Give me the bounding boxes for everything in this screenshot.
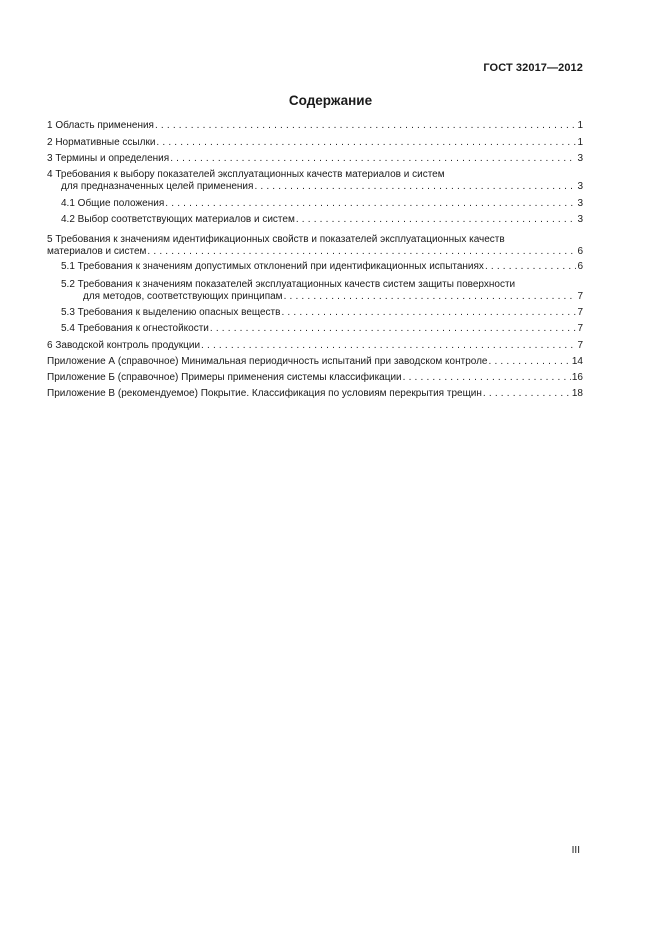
toc-entry-page: 6 xyxy=(577,261,583,272)
toc-entry-page: 1 xyxy=(577,137,583,148)
leader-dots xyxy=(485,261,577,273)
leader-dots xyxy=(483,388,571,400)
toc-entry-text-line1: 5.2 Требования к значениям показателей эксплуатационных качеств систем защиты поверхности xyxy=(61,279,516,290)
toc-entry-5-4[interactable] xyxy=(47,323,583,340)
toc-entry-text: 5.1 Требования к значениям допустимых отклонений при идентификационных испытаниях xyxy=(61,261,484,272)
toc-entry-text: 3 Термины и определения xyxy=(47,153,170,164)
toc-title: Содержание xyxy=(288,93,373,108)
toc-entry-page: 6 xyxy=(577,246,583,257)
toc-entry-page: 14 xyxy=(571,356,583,367)
toc-entry-5[interactable] xyxy=(47,234,583,261)
toc-entry-text: 1 Область применения xyxy=(47,120,154,131)
toc-entry-text: 5.4 Требования к огнестойкости xyxy=(61,323,209,334)
toc-entry-page: 3 xyxy=(577,153,583,164)
toc-entry-4[interactable] xyxy=(47,169,583,198)
leader-dots xyxy=(156,137,576,149)
table-of-contents xyxy=(47,120,583,404)
leader-dots xyxy=(296,214,577,226)
leader-dots xyxy=(281,307,576,319)
toc-entry-5-1[interactable] xyxy=(47,261,583,279)
toc-entry-3[interactable] xyxy=(47,153,583,169)
toc-entry-page: 1 xyxy=(577,120,583,131)
toc-entry-text: 5.3 Требования к выделению опасных веществ xyxy=(61,307,281,318)
toc-entry-2[interactable] xyxy=(47,137,583,153)
toc-entry-4-1[interactable] xyxy=(47,198,583,214)
toc-entry-text: Приложение Б (справочное) Примеры применения системы классификации xyxy=(47,372,402,383)
toc-entry-page: 16 xyxy=(571,372,583,383)
toc-entry-text: 4.2 Выбор соответствующих материалов и систем xyxy=(61,214,295,225)
toc-entry-text: Приложение В (рекомендуемое) Покрытие. Классификация по условиям перекрытия трещин xyxy=(47,388,482,399)
toc-entry-text: 4.1 Общие положения xyxy=(61,198,165,209)
leader-dots xyxy=(147,246,576,258)
toc-entry-text-line1: 5 Требования к значениям идентификационных свойств и показателей эксплуатационных качеств xyxy=(47,234,505,245)
toc-entry-5-2[interactable] xyxy=(47,279,583,307)
toc-entry-page: 3 xyxy=(577,181,583,192)
toc-entry-5-3[interactable] xyxy=(47,307,583,323)
leader-dots xyxy=(155,120,576,132)
toc-entry-4-2[interactable] xyxy=(47,214,583,234)
toc-entry-text: материалов и систем xyxy=(47,246,147,257)
toc-entry-text: Приложение А (справочное) Минимальная периодичность испытаний при заводском контроле xyxy=(47,356,488,367)
leader-dots xyxy=(201,340,576,352)
toc-entry-page: 7 xyxy=(577,291,583,302)
toc-entry-page: 7 xyxy=(577,323,583,334)
toc-entry-page: 3 xyxy=(577,198,583,209)
toc-entry-text: для предназначенных целей применения xyxy=(61,181,254,192)
toc-entry-text: 6 Заводской контроль продукции xyxy=(47,340,201,351)
leader-dots xyxy=(403,372,571,384)
toc-entry-text: для методов, соответствующих принципам xyxy=(83,291,283,302)
toc-entry-1[interactable] xyxy=(47,120,583,137)
toc-entry-page: 7 xyxy=(577,340,583,351)
leader-dots xyxy=(284,291,577,303)
toc-entry-appendix-v[interactable] xyxy=(47,388,583,404)
leader-dots xyxy=(210,323,577,335)
leader-dots xyxy=(489,356,571,368)
document-code: ГОСТ 32017—2012 xyxy=(483,62,583,74)
toc-entry-6[interactable] xyxy=(47,340,583,356)
toc-entry-text-line1: 4 Требования к выбору показателей эксплуатационных качеств материалов и систем xyxy=(47,169,445,180)
toc-entry-appendix-a[interactable] xyxy=(47,356,583,372)
toc-entry-appendix-b[interactable] xyxy=(47,372,583,388)
toc-entry-page: 7 xyxy=(577,307,583,318)
page-number: III xyxy=(571,845,580,856)
leader-dots xyxy=(170,153,576,165)
toc-entry-text: 2 Нормативные ссылки xyxy=(47,137,156,148)
leader-dots xyxy=(165,198,576,210)
toc-entry-page: 3 xyxy=(577,214,583,225)
leader-dots xyxy=(254,181,576,193)
toc-entry-page: 18 xyxy=(571,388,583,399)
